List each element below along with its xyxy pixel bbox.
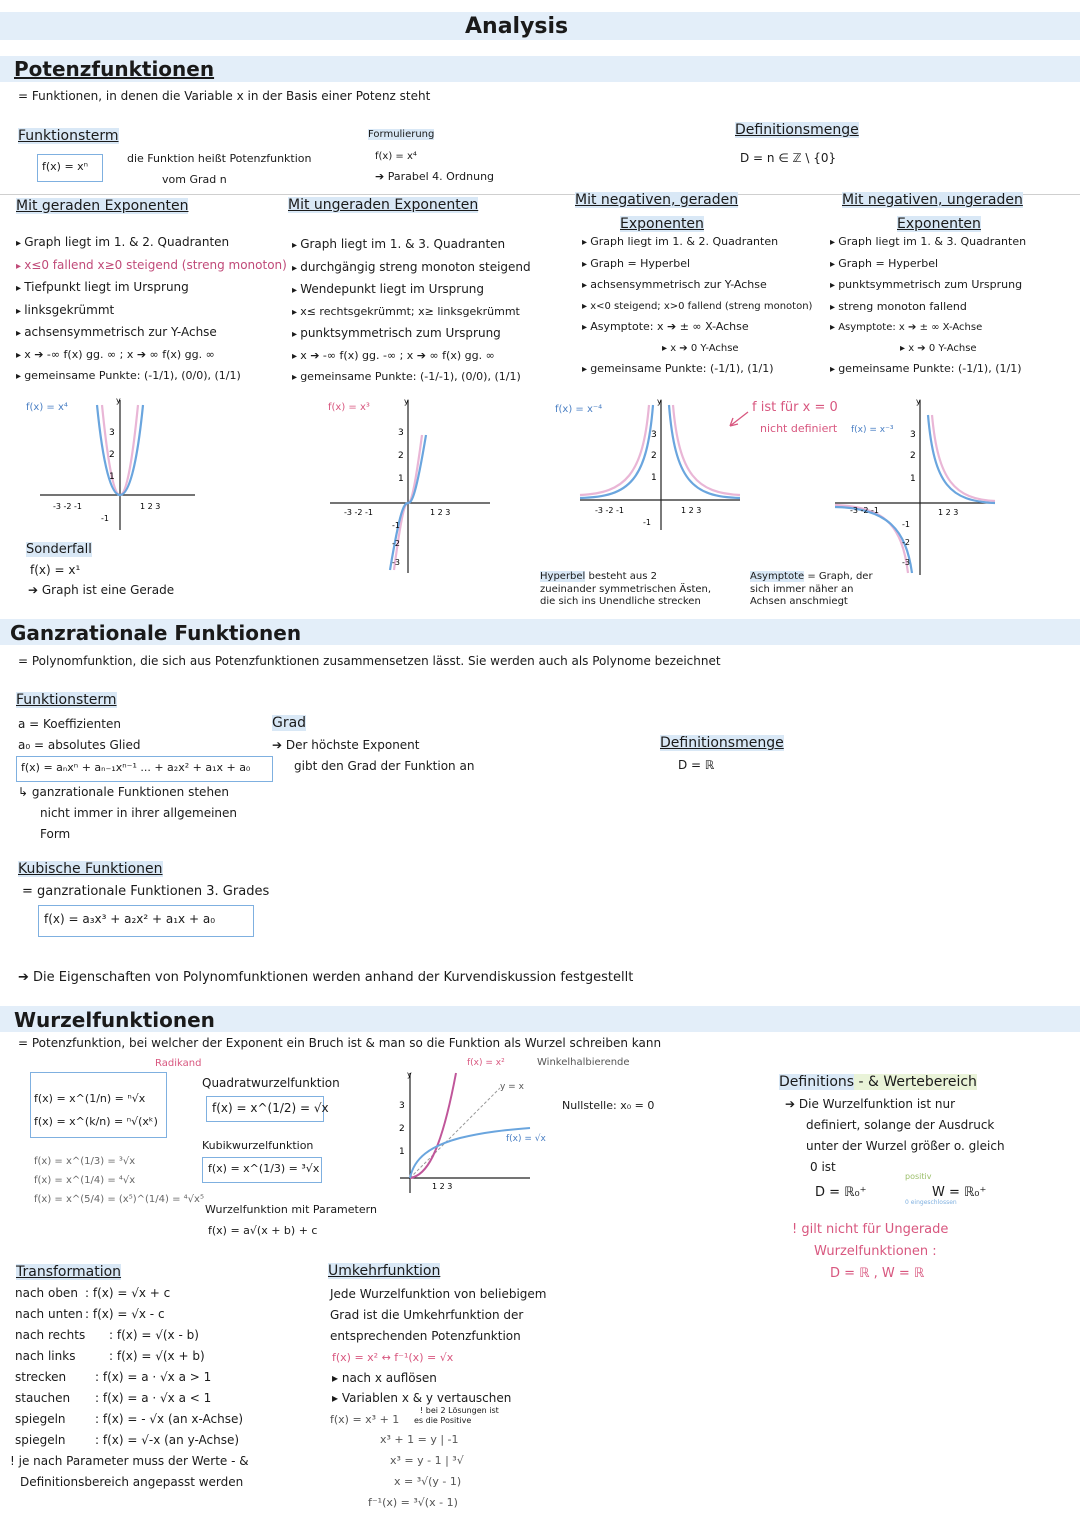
list-item: ▸ Graph = Hyperbel	[830, 254, 1026, 276]
tick: 2	[399, 1124, 405, 1134]
sonderfall-formula: f(x) = x¹	[30, 563, 81, 577]
sonderfall-note: ➔ Graph ist eine Gerade	[28, 583, 175, 597]
tick: -3 -2 -1	[344, 508, 374, 517]
list-item: ▸ punktsymmetrisch zum Ursprung	[830, 275, 1026, 297]
formulierung-heading: Formulierung	[368, 129, 435, 140]
asymptote-text-2: sich immer näher an	[750, 584, 854, 595]
list-item	[15, 1433, 240, 1454]
trans-label: nach links	[15, 1349, 76, 1363]
tick: 3	[651, 430, 657, 440]
umkehr-calc-4: f⁻¹(x) = ³√(x - 1)	[368, 1496, 458, 1509]
potenz-defmenge-value: D = n ∈ ℤ \ {0}	[740, 151, 837, 165]
hyperbel-note	[540, 571, 657, 582]
tick: 1	[109, 472, 115, 482]
potenz-term-note-1: die Funktion heißt Potenzfunktion	[127, 152, 312, 165]
trans-list	[15, 1286, 244, 1454]
tick: 2	[651, 451, 657, 461]
tick: -2	[902, 538, 910, 547]
dw-heading-1: Definitions	[779, 1074, 855, 1090]
graph-root-parabola-label: f(x) = x²	[467, 1058, 505, 1068]
list-item: ▸ x ➔ -∞ f(x) gg. -∞ ; x ➔ ∞ f(x) gg. ∞	[292, 346, 531, 368]
graph-sqrt	[390, 1068, 540, 1198]
curve-pink-left	[835, 505, 908, 573]
ganz-term-heading: Funktionsterm	[16, 692, 117, 708]
tick: 1 2 3	[938, 508, 959, 517]
ganz-defmenge-value: D = ℝ	[678, 758, 715, 772]
list-item: ▸ x≤ rechtsgekrümmt; x≥ linksgekrümmt	[292, 302, 531, 324]
ganz-definition: = Polynomfunktion, die sich aus Potenzfunktionen zusammensetzen lässt. Sie werden auch als Polynome bezeichnet	[18, 654, 721, 668]
ganz-defmenge-heading: Definitionsmenge	[660, 735, 784, 751]
ganz-title: Ganzrationale Funktionen	[10, 621, 302, 645]
curve-sqrt	[410, 1128, 530, 1178]
curve-blue-right	[928, 415, 995, 503]
trans-label: nach oben	[15, 1286, 78, 1300]
wurzel-formula-1: f(x) = x^(1/n) = ⁿ√x	[34, 1092, 146, 1105]
kubisch-heading: Kubische Funktionen	[18, 861, 163, 877]
trans-formula: : f(x) = √x + c	[85, 1286, 171, 1300]
list-item: ▸ Graph liegt im 1. & 2. Quadranten	[582, 232, 812, 254]
list-item: ▸ gemeinsame Punkte: (-1/1), (1/1)	[582, 359, 812, 381]
umkehr-calc-0: f(x) = x³ + 1	[330, 1413, 400, 1426]
tick: 1 2 3	[681, 506, 702, 515]
axis-y-label: y	[916, 397, 921, 406]
tick: -3	[392, 558, 400, 567]
axis-y-label: y	[116, 396, 121, 405]
wurzel-ex-2: f(x) = x^(1/4) = ⁴√x	[34, 1175, 136, 1186]
col3-list	[582, 232, 812, 381]
list-item: ▸ gemeinsame Punkte: (-1/1), (0/0), (1/1)	[16, 366, 287, 388]
tick: -1	[643, 518, 651, 527]
tick: 1 2 3	[140, 502, 161, 511]
asymptote-term: Asymptote	[750, 571, 805, 582]
tick: 2	[109, 450, 115, 460]
ganz-line-a: a = Koeffizienten	[18, 717, 121, 731]
col4-heading-2: Exponenten	[897, 216, 981, 232]
list-item: ▸ Graph liegt im 1. & 3. Quadranten	[292, 234, 531, 257]
graph4-label: f(x) = x⁻³	[851, 425, 894, 435]
umkehr-calc-2: x³ = y - 1 | ³√	[390, 1454, 464, 1467]
trans-label: stauchen	[15, 1391, 71, 1405]
trans-formula: : f(x) = √(x + b)	[109, 1349, 205, 1363]
tick: -3	[902, 558, 910, 567]
umkehr-text-2: Grad ist die Umkehrfunktion der	[330, 1308, 524, 1322]
kubisch-def: = ganzrationale Funktionen 3. Grades	[22, 884, 270, 899]
tick: 1	[398, 474, 404, 484]
list-item: ▸ streng monoton fallend	[830, 297, 1026, 319]
list-item: ▸ gemeinsame Punkte: (-1/1), (1/1)	[830, 359, 1026, 381]
wurzel-ex-3: f(x) = x^(5/4) = (x⁵)^(1/4) = ⁴√x⁵	[34, 1194, 204, 1205]
winkel-label: Winkelhalbierende	[537, 1057, 630, 1068]
arrow-icon	[728, 408, 758, 430]
kubik-formula: f(x) = x^(1/3) = ³√x	[208, 1162, 320, 1175]
tick: 3	[398, 428, 404, 438]
page-title: Analysis	[465, 14, 569, 39]
tick: -3 -2 -1	[53, 502, 83, 511]
grad-text-2: gibt den Grad der Funktion an	[294, 759, 475, 773]
graph-root-diag-label: y = x	[500, 1082, 524, 1092]
tick: -1	[902, 520, 910, 529]
trans-heading: Transformation	[16, 1264, 122, 1280]
trans-label: strecken	[15, 1370, 67, 1384]
hyperbel-text-1: besteht aus 2	[588, 571, 657, 582]
kubisch-formula: f(x) = a₃x³ + a₂x² + a₁x + a₀	[44, 912, 216, 926]
wurzel-formula-2: f(x) = x^(k/n) = ⁿ√(xᵏ)	[34, 1115, 158, 1128]
umkehr-text-3: entsprechenden Potenzfunktion	[330, 1329, 521, 1343]
list-item: ▸ x<0 steigend; x>0 fallend (streng monoton)	[582, 297, 812, 318]
ganz-note-1: ↳ ganzrationale Funktionen stehen	[18, 785, 230, 799]
axis-y-label: y	[404, 397, 409, 406]
dw-text-4: 0 ist	[810, 1160, 836, 1174]
axis-y-label: y	[657, 397, 662, 406]
grad-heading: Grad	[272, 715, 307, 731]
list-item: ▸ durchgängig streng monoton steigend	[292, 257, 531, 280]
umkehr-calc-1: x³ + 1 = y | -1	[380, 1433, 459, 1446]
curve-blue-left	[580, 405, 653, 498]
tick: 3	[109, 428, 115, 438]
list-item: ▸ linksgekrümmt	[16, 300, 287, 323]
quadrat-formula: f(x) = x^(1/2) = √x	[212, 1101, 329, 1115]
wurzel-definition: = Potenzfunktion, bei welcher der Exponent ein Bruch ist & man so die Funktion als Wurzel schreiben kann	[18, 1036, 662, 1050]
formulierung-note: ➔ Parabel 4. Ordnung	[375, 170, 495, 183]
umkehr-small-1: ! bei 2 Lösungen ist	[420, 1406, 499, 1415]
list-item: ▸ achsensymmetrisch zur Y-Achse	[582, 275, 812, 297]
list-item	[15, 1307, 165, 1328]
list-item: ▸ x≤0 fallend x≥0 steigend (streng monoton)	[16, 255, 287, 278]
umkehr-text-1: Jede Wurzelfunktion von beliebigem	[330, 1287, 547, 1301]
trans-label: spiegeln	[15, 1433, 66, 1447]
col3-heading-1: Mit negativen, geraden	[575, 192, 739, 208]
tick: -1	[101, 514, 109, 523]
trans-formula: : f(x) = √-x (an y-Achse)	[95, 1433, 240, 1447]
list-item	[15, 1286, 171, 1307]
ungerade-2: Wurzelfunktionen :	[814, 1244, 937, 1259]
tick: 1	[651, 473, 657, 483]
col3-heading-2: Exponenten	[620, 216, 704, 232]
graph-xm3	[830, 395, 1000, 580]
col1-list	[16, 232, 287, 388]
trans-formula: : f(x) = √(x - b)	[109, 1328, 199, 1342]
trans-label: spiegeln	[15, 1412, 66, 1426]
umkehr-step-1: ▸ nach x auflösen	[332, 1371, 437, 1385]
kurven-note: ➔ Die Eigenschaften von Polynomfunktionen werden anhand der Kurvendiskussion festgestellt	[18, 970, 634, 985]
trans-label: nach unten	[15, 1307, 83, 1321]
list-item: ▸ Graph = Hyperbel	[582, 254, 812, 276]
ganz-note-3: Form	[40, 827, 71, 841]
trans-formula: : f(x) = a · √x a > 1	[95, 1370, 212, 1384]
ganz-formula: f(x) = aₙxⁿ + aₙ₋₁xⁿ⁻¹ ... + a₂x² + a₁x + a₀	[21, 761, 251, 774]
trans-note-2: Definitionsbereich angepasst werden	[20, 1475, 244, 1489]
dw-text-3: unter der Wurzel größer o. gleich	[806, 1139, 1005, 1153]
trans-label: nach rechts	[15, 1328, 86, 1342]
list-item: ▸ punktsymmetrisch zum Ursprung	[292, 323, 531, 346]
dw-text-1: ➔ Die Wurzelfunktion ist nur	[785, 1097, 956, 1111]
umkehr-step-2: ▸ Variablen x & y vertauschen	[332, 1391, 512, 1405]
dw-W: W = ℝ₀⁺	[932, 1185, 987, 1200]
col4-list	[830, 232, 1026, 381]
quadrat-heading: Quadratwurzelfunktion	[202, 1076, 340, 1090]
ungerade-3: D = ℝ , W = ℝ	[830, 1266, 925, 1281]
list-item: ▸ Wendepunkt liegt im Ursprung	[292, 279, 531, 302]
tick: -3 -2 -1	[850, 506, 880, 515]
formulierung-formula: f(x) = x⁴	[375, 151, 417, 162]
undefined-note-1: f ist für x = 0	[752, 400, 838, 415]
tick: 1	[910, 474, 916, 484]
umkehr-calc-3: x = ³√(y - 1)	[394, 1475, 462, 1488]
col1-heading: Mit geraden Exponenten	[16, 198, 189, 214]
param-heading: Wurzelfunktion mit Parametern	[205, 1203, 377, 1216]
col2-list	[292, 234, 531, 389]
wurzel-ex-1: f(x) = x^(1/3) = ³√x	[34, 1156, 136, 1167]
graph-x3	[320, 395, 495, 575]
dw-D: D = ℝ₀⁺	[815, 1185, 867, 1200]
list-item: ▸ x ➔ 0 Y-Achse	[830, 339, 1026, 360]
potenz-definition: = Funktionen, in denen die Variable x in der Basis einer Potenz steht	[18, 89, 431, 103]
tick: -2	[392, 539, 400, 548]
graph3-label: f(x) = x⁻⁴	[555, 404, 603, 415]
curve-pink-right	[932, 415, 995, 501]
potenz-term-formula: f(x) = xⁿ	[42, 160, 89, 173]
graph2-label: f(x) = x³	[328, 402, 370, 413]
potenz-title: Potenzfunktionen	[14, 57, 215, 81]
ganz-note-2: nicht immer in ihrer allgemeinen	[40, 806, 238, 820]
graph-x4	[35, 395, 200, 535]
list-item	[15, 1391, 212, 1412]
undefined-note-2: nicht definiert	[760, 422, 838, 435]
kubik-heading: Kubikwurzelfunktion	[202, 1139, 314, 1152]
list-item: ▸ Asymptote: x ➔ ± ∞ X-Achse	[582, 317, 812, 339]
asymptote-text-3: Achsen anschmiegt	[750, 596, 848, 607]
list-item	[15, 1349, 205, 1370]
tick: 1 2 3	[430, 508, 451, 517]
col2-heading: Mit ungeraden Exponenten	[288, 197, 479, 213]
list-item	[15, 1328, 199, 1349]
list-item	[15, 1370, 212, 1391]
curve-pink-left	[580, 405, 649, 495]
list-item: ▸ achsensymmetrisch zur Y-Achse	[16, 322, 287, 345]
axis-y-label: y	[407, 1070, 412, 1079]
radikand-label: Radikand	[155, 1058, 202, 1069]
list-item: ▸ x ➔ 0 Y-Achse	[582, 339, 812, 360]
tick: 2	[910, 451, 916, 461]
list-item: ▸ x ➔ -∞ f(x) gg. ∞ ; x ➔ ∞ f(x) gg. ∞	[16, 345, 287, 367]
ganz-line-a0: a₀ = absolutes Glied	[18, 738, 141, 752]
hyperbel-text-3: die sich ins Unendliche strecken	[540, 596, 701, 607]
trans-formula: : f(x) = √x - c	[85, 1307, 165, 1321]
list-item	[15, 1412, 244, 1433]
col4-heading-1: Mit negativen, ungeraden	[842, 192, 1023, 208]
param-formula: f(x) = a√(x + b) + c	[208, 1224, 318, 1237]
tick: -3 -2 -1	[595, 506, 625, 515]
list-item: ▸ Graph liegt im 1. & 2. Quadranten	[16, 232, 287, 255]
hyperbel-term: Hyperbel	[540, 571, 586, 582]
graph-xm4	[575, 395, 745, 535]
dw-heading-2: - & Wertebereich	[854, 1074, 977, 1090]
trans-note-1: ! je nach Parameter muss der Werte - &	[10, 1454, 249, 1468]
tick: 1 2 3	[432, 1182, 453, 1191]
umkehr-heading: Umkehrfunktion	[328, 1263, 441, 1279]
ungerade-1: ! gilt nicht für Ungerade	[792, 1222, 949, 1237]
umkehr-pair: f(x) = x² ↔ f⁻¹(x) = √x	[332, 1351, 454, 1364]
tick: 2	[398, 451, 404, 461]
potenz-term-heading: Funktionsterm	[18, 128, 119, 144]
tick: -1	[392, 521, 400, 530]
list-item: ▸ Tiefpunkt liegt im Ursprung	[16, 277, 287, 300]
asymptote-text-1: = Graph, der	[807, 571, 873, 582]
list-item: ▸ Asymptote: x ➔ ± ∞ X-Achse	[830, 318, 1026, 339]
tick: 3	[399, 1101, 405, 1111]
list-item: ▸ gemeinsame Punkte: (-1/-1), (0/0), (1/1)	[292, 367, 531, 389]
trans-formula: : f(x) = a · √x a < 1	[95, 1391, 212, 1405]
umkehr-small-2: es die Positive	[414, 1416, 472, 1425]
nullstelle: Nullstelle: x₀ = 0	[562, 1099, 655, 1112]
dw-tiny-1: positiv	[905, 1172, 932, 1181]
list-item: ▸ Graph liegt im 1. & 3. Quadranten	[830, 232, 1026, 254]
dw-tiny-2: 0 eingeschlossen	[905, 1199, 957, 1206]
potenz-term-note-2: vom Grad n	[162, 173, 227, 186]
trans-formula: : f(x) = - √x (an x-Achse)	[95, 1412, 244, 1426]
asymptote-note	[750, 571, 873, 582]
sonderfall-title: Sonderfall	[26, 542, 92, 557]
grad-text-1: ➔ Der höchste Exponent	[272, 738, 420, 752]
graph-root-sqrt-label: f(x) = √x	[506, 1134, 546, 1144]
wurzel-title: Wurzelfunktionen	[14, 1008, 215, 1032]
dw-text-2: definiert, solange der Ausdruck	[806, 1118, 995, 1132]
potenz-defmenge-heading: Definitionsmenge	[735, 122, 859, 138]
hyperbel-text-2: zueinander symmetrischen Ästen,	[540, 584, 712, 595]
dw-heading	[779, 1074, 977, 1090]
tick: 1	[399, 1147, 405, 1157]
graph1-label: f(x) = x⁴	[26, 402, 68, 413]
tick: 3	[910, 430, 916, 440]
